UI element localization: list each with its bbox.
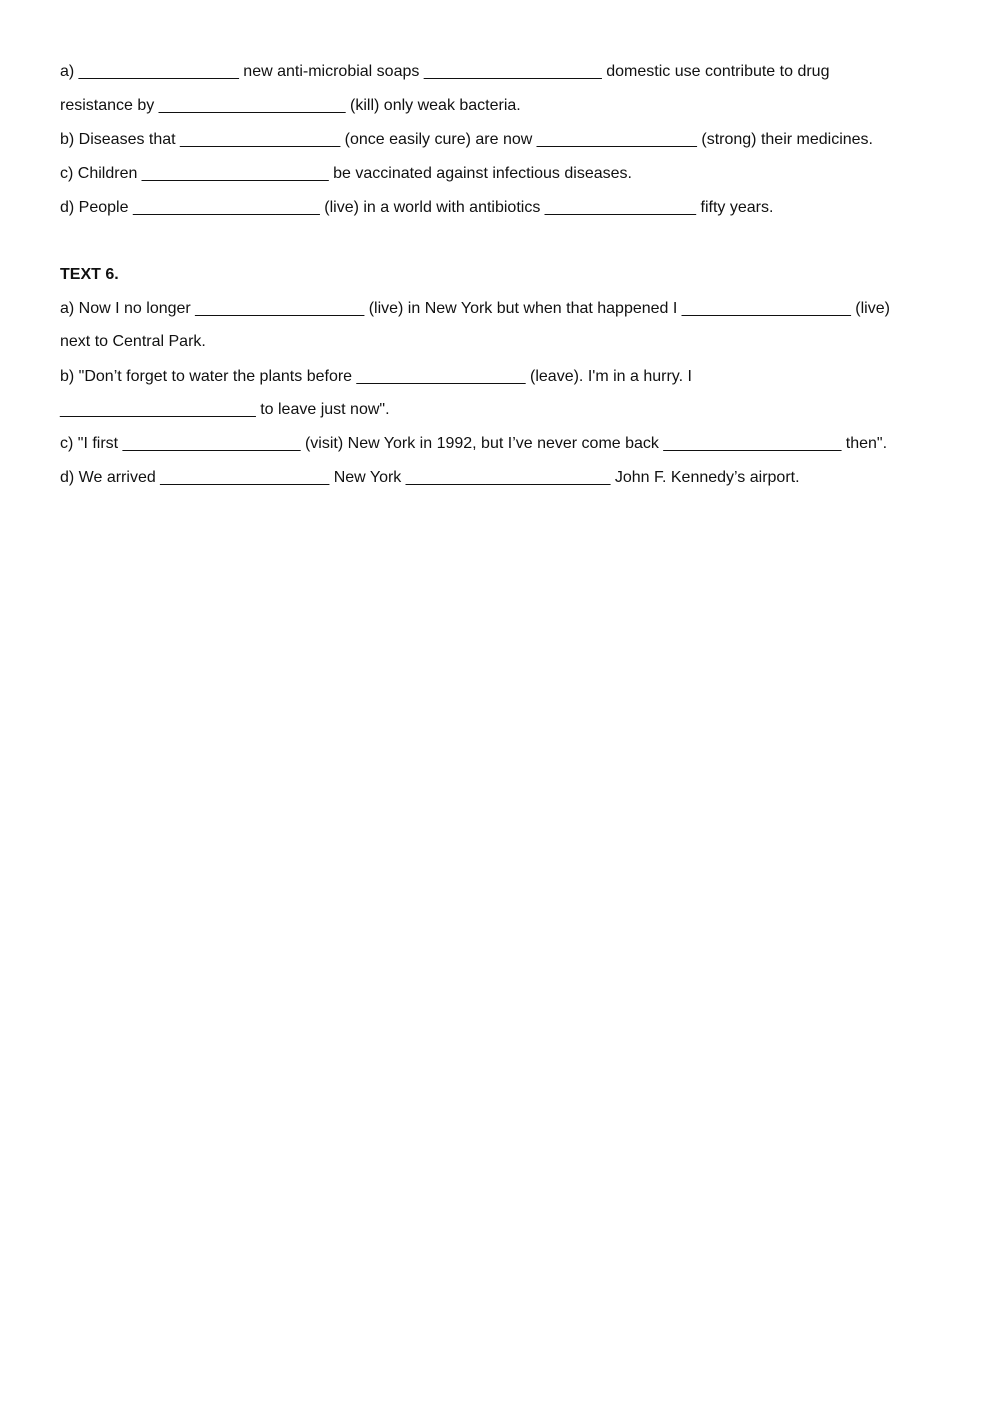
text5-line-a2: resistance by _____________________ (kill) only weak bacteria. [60,97,521,114]
text5-line-b: b) Diseases that __________________ (once easily cure) are now __________________ (strong) their medicines. [60,131,873,148]
text6-line-a2: next to Central Park. [60,333,206,350]
text6-line-b1: b) "Don’t forget to water the plants before ___________________ (leave). I'm in a hurry. I [60,368,692,385]
text5-line-c: c) Children _____________________ be vaccinated against infectious diseases. [60,165,632,182]
text6-line-b2: ______________________ to leave just now". [60,401,390,418]
text6-line-c: c) "I first ____________________ (visit) New York in 1992, but I’ve never come back ____________________ then". [60,435,888,452]
text5-line-d: d) People _____________________ (live) in a world with antibiotics _________________ fifty years. [60,199,774,216]
text6-line-a1: a) Now I no longer ___________________ (live) in New York but when that happened I ___________________ (live) [60,300,890,317]
text6-line-d: d) We arrived ___________________ New York _______________________ John F. Kennedy’s airport. [60,469,800,486]
text5-line-a1: a) __________________ new anti-microbial soaps ____________________ domestic use contribute to drug [60,63,830,80]
text6-heading: TEXT 6. [60,266,119,283]
